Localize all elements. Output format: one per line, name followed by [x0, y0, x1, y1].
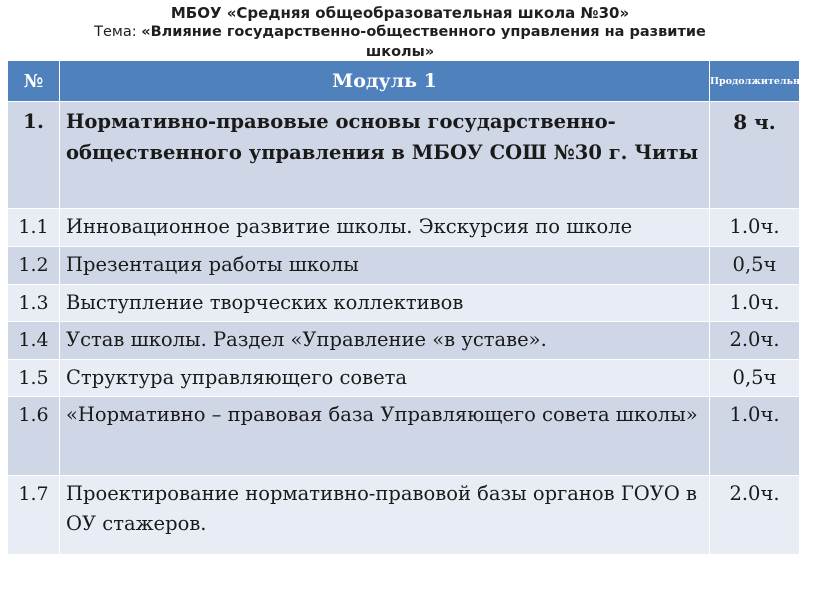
row-number: 1.4	[8, 322, 60, 360]
row-topic: Презентация работы школы	[60, 247, 710, 285]
row-number: 1.7	[8, 476, 60, 555]
col-header-module: Модуль 1	[60, 61, 710, 102]
col-header-duration: Продолжительность	[710, 61, 800, 102]
row-duration: 1.0ч.	[710, 285, 800, 322]
row-topic: Проектирование нормативно-правовой базы органов ГОУО в ОУ стажеров.	[60, 476, 710, 555]
row-number: 1.6	[8, 397, 60, 476]
table-row	[8, 360, 800, 397]
row-topic: Структура управляющего совета	[60, 360, 710, 397]
row-topic: «Нормативно – правовая база Управляющего совета школы»	[60, 397, 710, 476]
table-row	[8, 247, 800, 285]
row-duration: 2.0ч.	[710, 322, 800, 360]
topic-title: «Влияние государственно-общественного управления на развитие школы»	[141, 24, 706, 60]
row-duration: 2.0ч.	[710, 476, 800, 555]
row-duration: 1.0ч.	[710, 209, 800, 247]
table-row	[8, 209, 800, 247]
table-row	[8, 102, 800, 209]
row-number: 1.	[8, 102, 60, 209]
table-row	[8, 285, 800, 322]
row-number: 1.1	[8, 209, 60, 247]
row-topic: Инновационное развитие школы. Экскурсия по школе	[60, 209, 710, 247]
row-duration: 1.0ч.	[710, 397, 800, 476]
table-header-row	[8, 61, 800, 102]
row-topic: Устав школы. Раздел «Управление «в уставе».	[60, 322, 710, 360]
row-duration: 8 ч.	[710, 102, 800, 209]
table-row	[8, 397, 800, 476]
school-name: МБОУ «Средняя общеобразовательная школа №30»	[170, 4, 630, 22]
table-row	[8, 476, 800, 555]
row-number: 1.2	[8, 247, 60, 285]
row-duration: 0,5ч	[710, 247, 800, 285]
program-table	[7, 60, 824, 555]
row-number: 1.5	[8, 360, 60, 397]
row-number: 1.3	[8, 285, 60, 322]
table-row	[8, 322, 800, 360]
topic-line	[70, 22, 730, 62]
row-duration: 0,5ч	[710, 360, 800, 397]
row-topic: Выступление творческих коллективов	[60, 285, 710, 322]
row-topic: Нормативно-правовые основы государственно-общественного управления в МБОУ СОШ №30 г. Читы	[60, 102, 710, 209]
topic-prefix: Тема:	[94, 24, 142, 40]
col-header-number: №	[8, 61, 60, 102]
